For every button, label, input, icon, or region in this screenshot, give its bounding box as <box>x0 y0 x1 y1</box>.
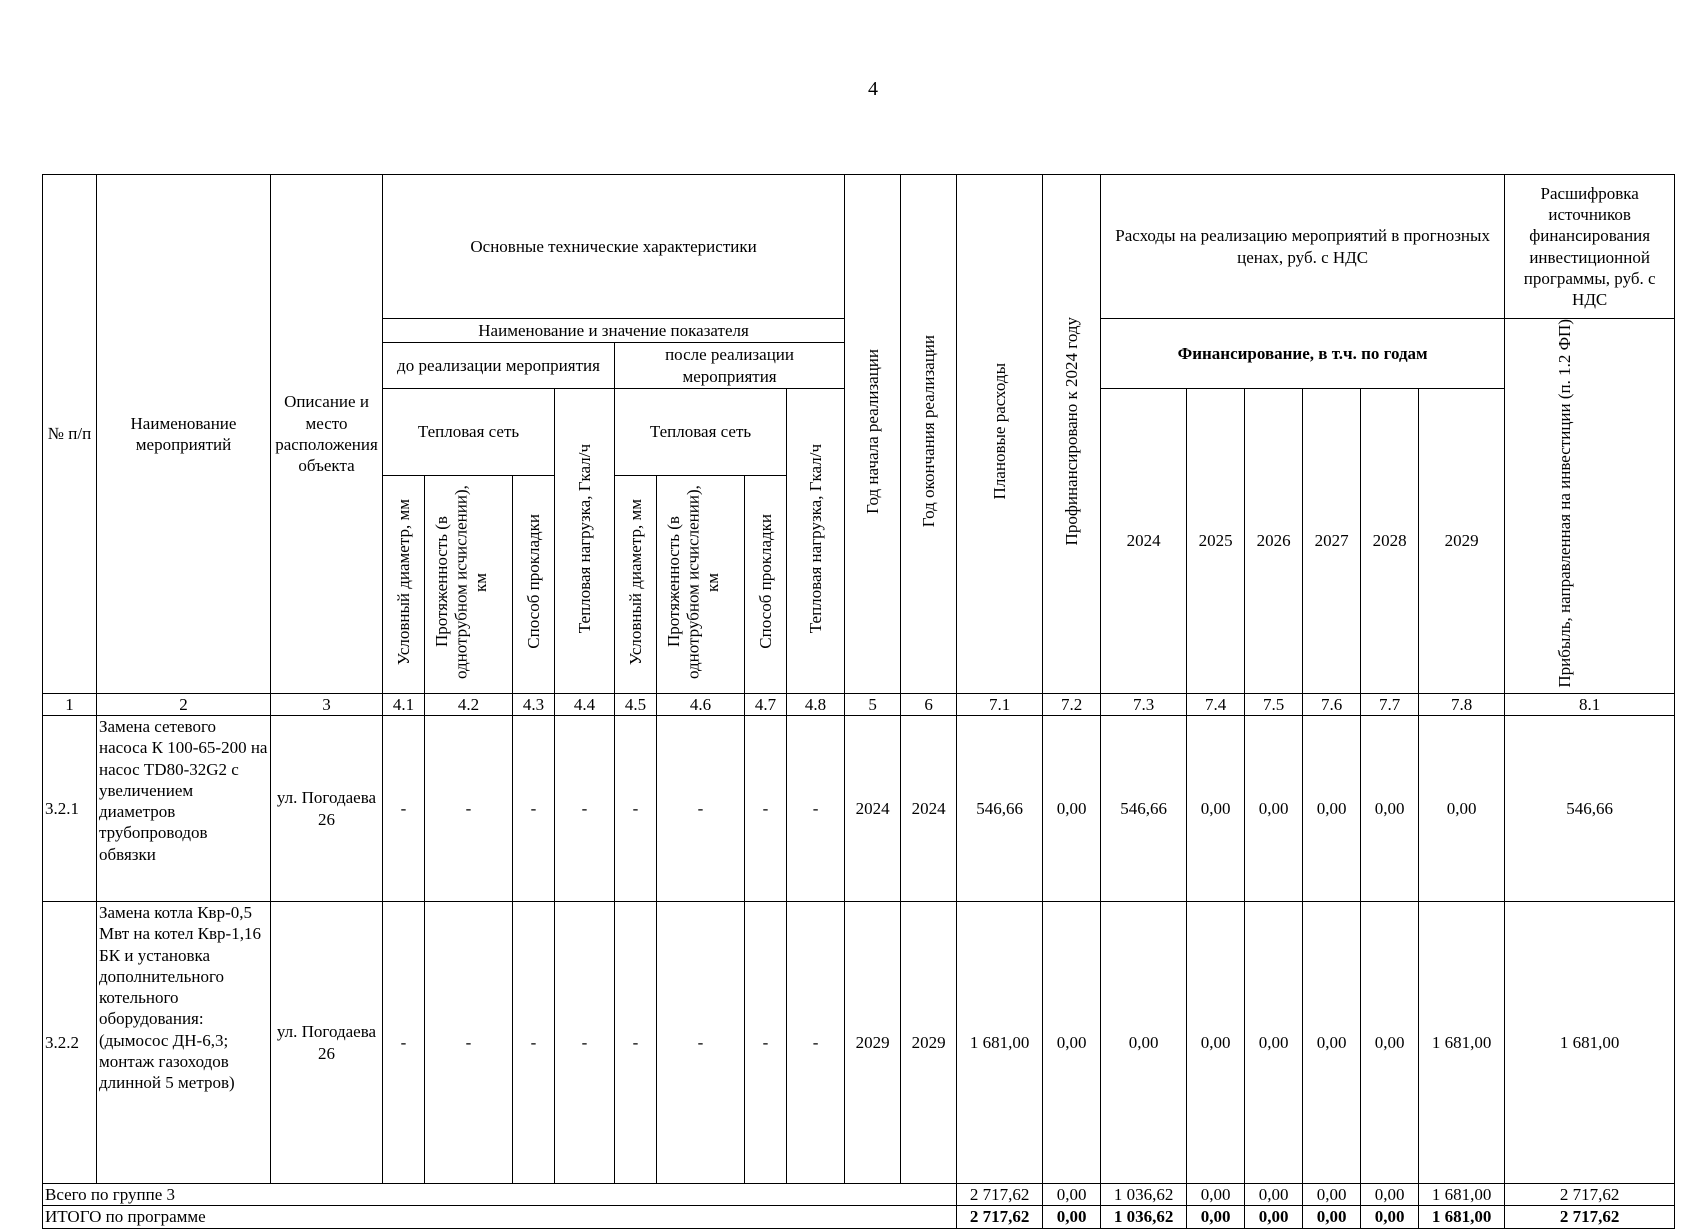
total-year-value: 0,00 <box>1303 1206 1361 1228</box>
total-planned: 2 717,62 <box>957 1206 1043 1228</box>
total-row-program <box>43 1206 1675 1228</box>
col-num: 4.5 <box>615 693 657 715</box>
header-sources: Расшифровка источников финансирования инвестиционной программы, руб. с НДС <box>1505 175 1675 319</box>
header-place: Описание и место расположения объекта <box>271 175 383 694</box>
row-tech: - <box>615 716 657 902</box>
row-year-value: 546,66 <box>1101 716 1187 902</box>
header-load-before: Тепловая нагрузка, Гкал/ч <box>555 389 615 694</box>
row-name: Замена сетевого насоса К 100-65-200 на насос TD80-32G2 с увеличением диаметров трубопроводов обвязки <box>97 716 271 902</box>
header-year-2028: 2028 <box>1361 389 1419 694</box>
row-tech: - <box>513 902 555 1184</box>
col-num: 4.6 <box>657 693 745 715</box>
header-length-before: Протяженность (в однотрубном исчислении), км <box>425 475 513 693</box>
header-diameter-before: Условный диаметр, мм <box>383 475 425 693</box>
header-tech: Основные технические характеристики <box>383 175 845 319</box>
col-num: 4.1 <box>383 693 425 715</box>
table-row <box>43 716 1675 902</box>
row-tech: - <box>513 716 555 902</box>
row-year-value: 0,00 <box>1361 902 1419 1184</box>
row-prefinanced: 0,00 <box>1043 902 1101 1184</box>
row-tech: - <box>787 716 845 902</box>
row-year-value: 1 681,00 <box>1419 902 1505 1184</box>
col-num: 4.2 <box>425 693 513 715</box>
header-diameter-after: Условный диаметр, мм <box>615 475 657 693</box>
header-heat-net-after: Тепловая сеть <box>615 389 787 476</box>
row-planned: 1 681,00 <box>957 902 1043 1184</box>
row-place: ул. Погодаева 26 <box>271 902 383 1184</box>
header-load-after: Тепловая нагрузка, Гкал/ч <box>787 389 845 694</box>
header-prefinanced: Профинансировано к 2024 году <box>1043 175 1101 694</box>
header-year-2026: 2026 <box>1245 389 1303 694</box>
total-year-value: 1 036,62 <box>1101 1184 1187 1206</box>
page-number: 4 <box>868 78 878 100</box>
col-num: 3 <box>271 693 383 715</box>
total-prefinanced: 0,00 <box>1043 1206 1101 1228</box>
row-tech: - <box>383 716 425 902</box>
total-year-value: 0,00 <box>1245 1184 1303 1206</box>
header-year-start: Год начала реализации <box>845 175 901 694</box>
header-after: после реализации мероприятия <box>615 343 845 389</box>
row-tech: - <box>745 716 787 902</box>
total-prefinanced: 0,00 <box>1043 1184 1101 1206</box>
row-year-end: 2029 <box>901 902 957 1184</box>
total-year-value: 0,00 <box>1361 1184 1419 1206</box>
row-tech: - <box>425 902 513 1184</box>
header-laying-after: Способ прокладки <box>745 475 787 693</box>
header-length-after: Протяженность (в однотрубном исчислении), км <box>657 475 745 693</box>
col-num: 5 <box>845 693 901 715</box>
row-name: Замена котла Квр-0,5 Мвт на котел Квр-1,16 БК и установка дополнительного котельного оборудования: (дымосос ДН-6,3; монтаж газоходов длинной 5 метров) <box>97 902 271 1184</box>
row-num: 3.2.1 <box>43 716 97 902</box>
row-year-value: 0,00 <box>1187 716 1245 902</box>
header-year-2027: 2027 <box>1303 389 1361 694</box>
col-num: 7.4 <box>1187 693 1245 715</box>
header-before: до реализации мероприятия <box>383 343 615 389</box>
total-year-value: 0,00 <box>1361 1206 1419 1228</box>
total-year-value: 0,00 <box>1303 1184 1361 1206</box>
row-year-value: 0,00 <box>1303 902 1361 1184</box>
total-year-value: 1 681,00 <box>1419 1184 1505 1206</box>
row-tech: - <box>383 902 425 1184</box>
total-label: Всего по группе 3 <box>43 1184 957 1206</box>
col-num: 2 <box>97 693 271 715</box>
col-num: 7.3 <box>1101 693 1187 715</box>
row-planned: 546,66 <box>957 716 1043 902</box>
row-tech: - <box>657 716 745 902</box>
row-tech: - <box>745 902 787 1184</box>
col-num: 7.2 <box>1043 693 1101 715</box>
total-year-value: 0,00 <box>1187 1184 1245 1206</box>
row-profit: 546,66 <box>1505 716 1675 902</box>
header-profit: Прибыль, направленная на инвестиции (п. 1.2 ФП) <box>1505 319 1675 694</box>
header-year-2024: 2024 <box>1101 389 1187 694</box>
total-year-value: 0,00 <box>1187 1206 1245 1228</box>
row-tech: - <box>657 902 745 1184</box>
total-year-value: 1 036,62 <box>1101 1206 1187 1228</box>
col-num: 6 <box>901 693 957 715</box>
row-year-value: 0,00 <box>1187 902 1245 1184</box>
col-num: 4.3 <box>513 693 555 715</box>
col-num: 7.7 <box>1361 693 1419 715</box>
row-tech: - <box>555 716 615 902</box>
investment-table <box>42 174 1675 1229</box>
col-num: 4.8 <box>787 693 845 715</box>
col-num: 7.5 <box>1245 693 1303 715</box>
row-tech: - <box>787 902 845 1184</box>
total-year-value: 1 681,00 <box>1419 1206 1505 1228</box>
column-number-row <box>43 693 1675 715</box>
col-num: 4.4 <box>555 693 615 715</box>
col-num: 7.6 <box>1303 693 1361 715</box>
row-year-value: 0,00 <box>1101 902 1187 1184</box>
col-num: 7.8 <box>1419 693 1505 715</box>
header-costs: Расходы на реализацию мероприятий в прогнозных ценах, руб. с НДС <box>1101 175 1505 319</box>
col-num: 4.7 <box>745 693 787 715</box>
header-indicator: Наименование и значение показателя <box>383 319 845 343</box>
row-year-value: 0,00 <box>1303 716 1361 902</box>
total-profit: 2 717,62 <box>1505 1184 1675 1206</box>
row-year-start: 2024 <box>845 716 901 902</box>
table-row <box>43 902 1675 1184</box>
row-profit: 1 681,00 <box>1505 902 1675 1184</box>
total-year-value: 0,00 <box>1245 1206 1303 1228</box>
header-year-2025: 2025 <box>1187 389 1245 694</box>
col-num: 7.1 <box>957 693 1043 715</box>
header-year-end: Год окончания реализации <box>901 175 957 694</box>
header-num: № п/п <box>43 175 97 694</box>
header-name: Наименование мероприятий <box>97 175 271 694</box>
total-planned: 2 717,62 <box>957 1184 1043 1206</box>
header-heat-net-before: Тепловая сеть <box>383 389 555 476</box>
row-tech: - <box>555 902 615 1184</box>
row-tech: - <box>615 902 657 1184</box>
col-num: 8.1 <box>1505 693 1675 715</box>
row-year-value: 0,00 <box>1245 902 1303 1184</box>
total-profit: 2 717,62 <box>1505 1206 1675 1228</box>
row-year-value: 0,00 <box>1361 716 1419 902</box>
row-num: 3.2.2 <box>43 902 97 1184</box>
total-label: ИТОГО по программе <box>43 1206 957 1228</box>
row-year-value: 0,00 <box>1419 716 1505 902</box>
header-financing: Финансирование, в т.ч. по годам <box>1101 319 1505 389</box>
row-year-end: 2024 <box>901 716 957 902</box>
header-planned: Плановые расходы <box>957 175 1043 694</box>
row-tech: - <box>425 716 513 902</box>
row-year-value: 0,00 <box>1245 716 1303 902</box>
header-laying-before: Способ прокладки <box>513 475 555 693</box>
row-place: ул. Погодаева 26 <box>271 716 383 902</box>
header-year-2029: 2029 <box>1419 389 1505 694</box>
total-row-group <box>43 1184 1675 1206</box>
row-year-start: 2029 <box>845 902 901 1184</box>
row-prefinanced: 0,00 <box>1043 716 1101 902</box>
col-num: 1 <box>43 693 97 715</box>
